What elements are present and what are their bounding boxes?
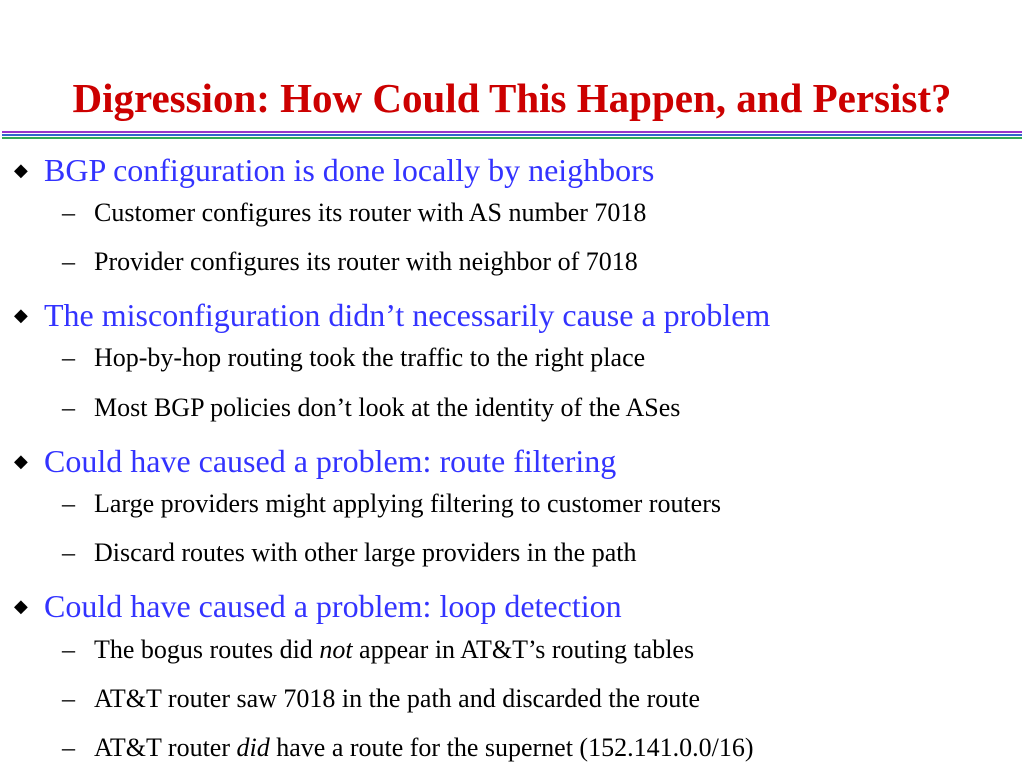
sub-text-post: appear in AT&T’s routing tables — [352, 635, 695, 664]
bullet-point-2 — [14, 297, 770, 333]
sub-text: Provider configures its router with neighbor of 7018 — [94, 247, 638, 276]
dash-bullet-icon: – — [62, 343, 75, 372]
sub-text-pre: The bogus routes did — [94, 635, 320, 664]
sub-point-3-1 — [62, 489, 721, 519]
sub-text-pre: AT&T router — [94, 733, 237, 762]
sub-text-post: have a route for the supernet (152.141.0.0/16) — [269, 733, 754, 762]
dash-bullet-icon: – — [62, 733, 75, 762]
bullet-point-4 — [14, 588, 622, 624]
bullet-text: BGP configuration is done locally by neighbors — [44, 152, 655, 188]
sub-point-1-2 — [62, 247, 638, 277]
dash-bullet-icon: – — [62, 198, 75, 227]
dash-bullet-icon: – — [62, 635, 75, 664]
sub-text: Hop-by-hop routing took the traffic to the right place — [94, 343, 646, 372]
bullet-point-1 — [14, 152, 654, 188]
sub-point-3-2 — [62, 538, 636, 568]
sub-text: AT&T router saw 7018 in the path and discarded the route — [94, 684, 701, 713]
sub-text-emphasis: did — [236, 733, 270, 762]
sub-point-4-1 — [62, 635, 694, 665]
diamond-bullet-icon: ◆ — [14, 160, 28, 180]
diamond-bullet-icon: ◆ — [14, 451, 28, 471]
sub-text-emphasis: not — [319, 635, 353, 664]
sub-point-4-2 — [62, 684, 700, 714]
title-rule-blue — [2, 134, 1022, 136]
dash-bullet-icon: – — [62, 538, 75, 567]
sub-text: Most BGP policies don’t look at the identity of the ASes — [94, 393, 681, 422]
title-rule-purple — [2, 131, 1022, 133]
diamond-bullet-icon: ◆ — [14, 596, 28, 616]
sub-point-2-1 — [62, 343, 645, 373]
dash-bullet-icon: – — [62, 393, 75, 422]
sub-point-4-3 — [62, 733, 753, 763]
dash-bullet-icon: – — [62, 247, 75, 276]
sub-text: Large providers might applying filtering to customer routers — [94, 489, 721, 518]
bullet-text: Could have caused a problem: route filtering — [44, 443, 617, 479]
slide-title: Digression: How Could This Happen, and Persist? — [72, 75, 952, 121]
dash-bullet-icon: – — [62, 489, 75, 518]
bullet-point-3 — [14, 443, 616, 479]
dash-bullet-icon: – — [62, 684, 75, 713]
diamond-bullet-icon: ◆ — [14, 305, 28, 325]
bullet-text: Could have caused a problem: loop detection — [44, 588, 622, 624]
sub-text: Discard routes with other large providers in the path — [94, 538, 637, 567]
title-rule-green — [2, 137, 1022, 139]
sub-text: Customer configures its router with AS number 7018 — [94, 198, 647, 227]
sub-point-1-1 — [62, 198, 646, 228]
sub-point-2-2 — [62, 393, 680, 423]
bullet-text: The misconfiguration didn’t necessarily cause a problem — [44, 297, 771, 333]
